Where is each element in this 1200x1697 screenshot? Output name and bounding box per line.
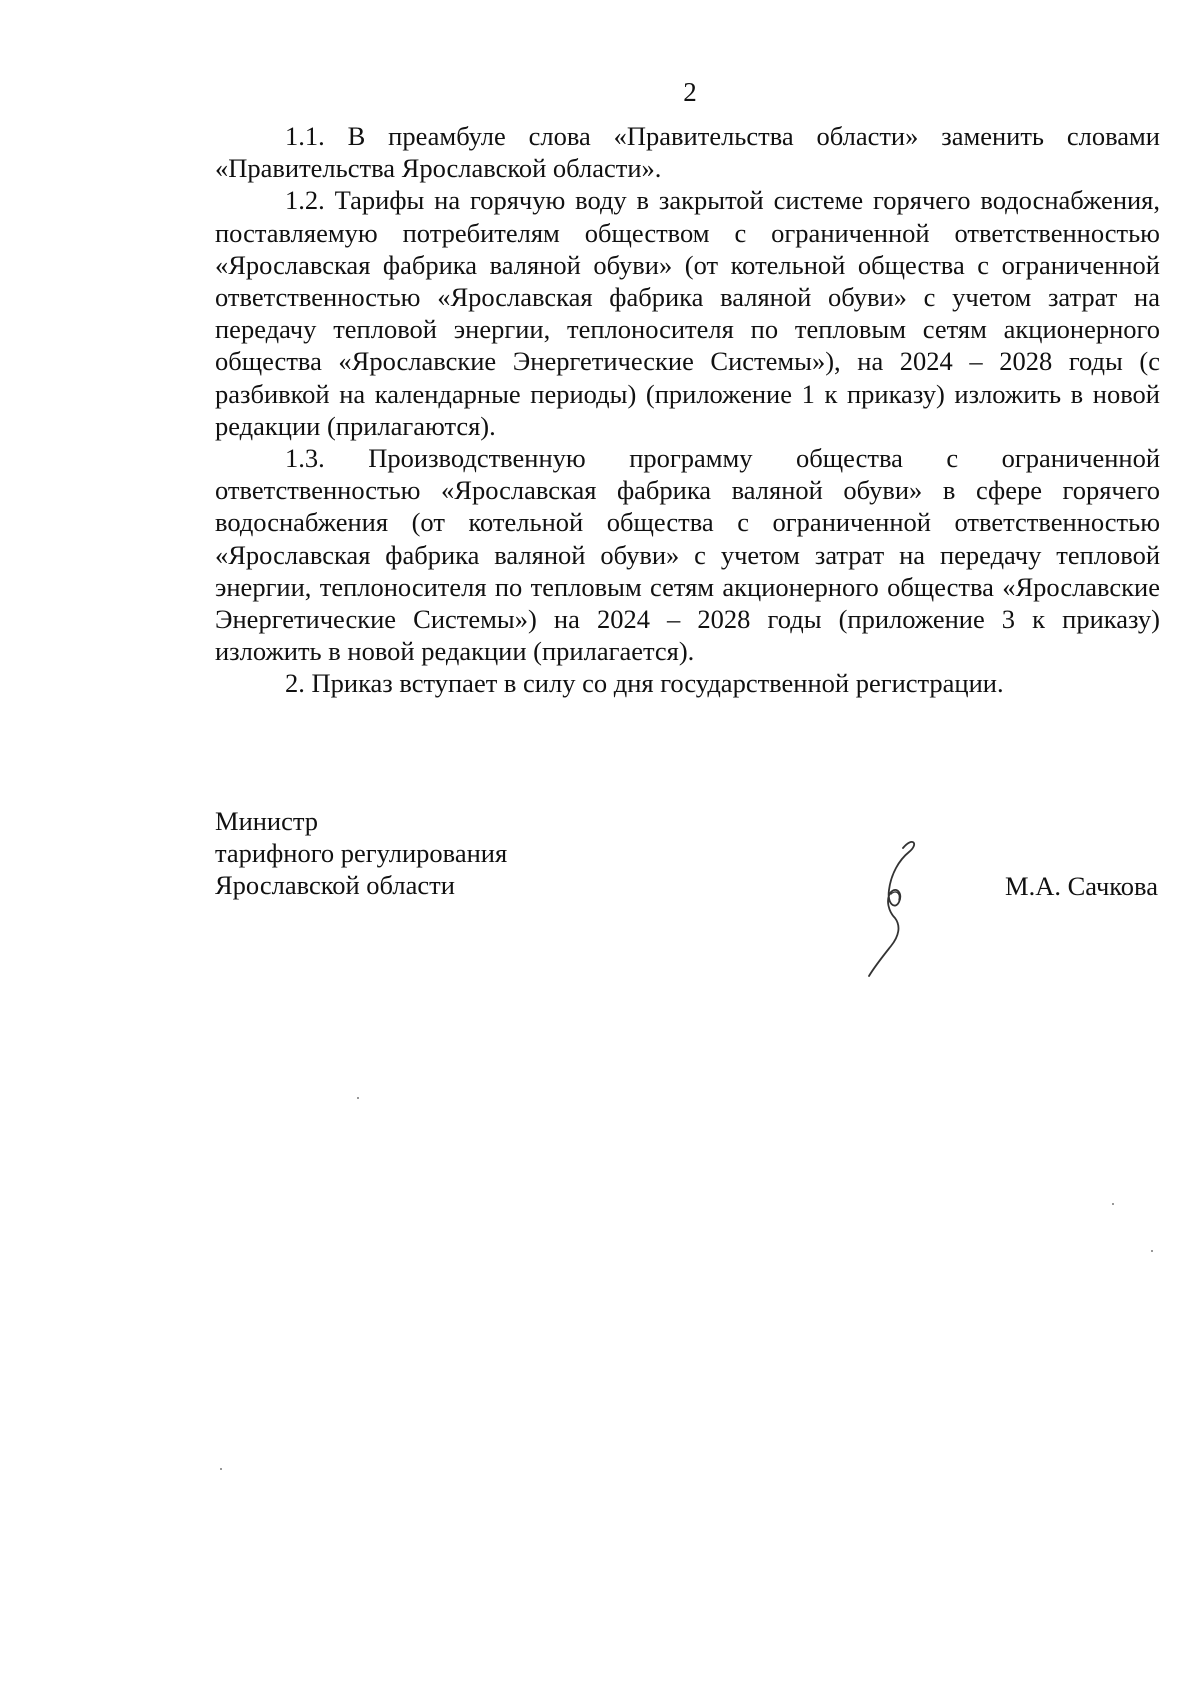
handwritten-signature — [855, 820, 935, 980]
paragraph-1-1: 1.1. В преамбуле слова «Правительства области» заменить словами «Правительства Ярославской области». — [215, 121, 1160, 184]
paragraph-1-3: 1.3. Производственную программу общества с ограниченной ответственностью «Ярославская фабрика валяной обуви» в сфере горячего водоснабжения (от котельной общества с ограниченной ответственностью «Ярославская фабрика валяной обуви» с учетом затрат на передачу тепловой энергии, теплоносителя по тепловым сетям акционерного общества «Ярославские Энергетические Системы») на 2024 – 2028 годы (приложение 3 к приказу) изложить в новой редакции (прилагается). — [215, 443, 1160, 667]
paragraph-1-2: 1.2. Тарифы на горячую воду в закрытой системе горячего водоснабжения, поставляемую потребителям обществом с ограниченной ответственностью «Ярославская фабрика валяной обуви» (от котельной общества с ограниченной ответственностью «Ярославская фабрика валяной обуви» с учетом затрат на передачу тепловой энергии, теплоносителя по тепловым сетям акционерного общества «Ярославские Энергетические Системы»), на 2024 – 2028 годы (с разбивкой на календарные периоды) (приложение 1 к приказу) изложить в новой редакции (прилагаются). — [215, 185, 1160, 441]
scan-speck — [220, 1468, 222, 1470]
page-number: 2 — [683, 77, 697, 107]
document-body — [215, 120, 1160, 700]
position-line-3: Ярославской области — [215, 870, 455, 900]
paragraph-2: 2. Приказ вступает в силу со дня государственной регистрации. — [285, 668, 1004, 699]
signatory-position — [215, 805, 507, 901]
scan-speck — [1112, 1203, 1114, 1205]
signatory-name: М.А. Сачкова — [1005, 871, 1158, 901]
scan-speck — [357, 1097, 359, 1099]
position-line-1: Министр — [215, 806, 319, 836]
position-line-2: тарифного регулирования — [215, 838, 508, 868]
scan-speck — [1151, 1250, 1153, 1252]
